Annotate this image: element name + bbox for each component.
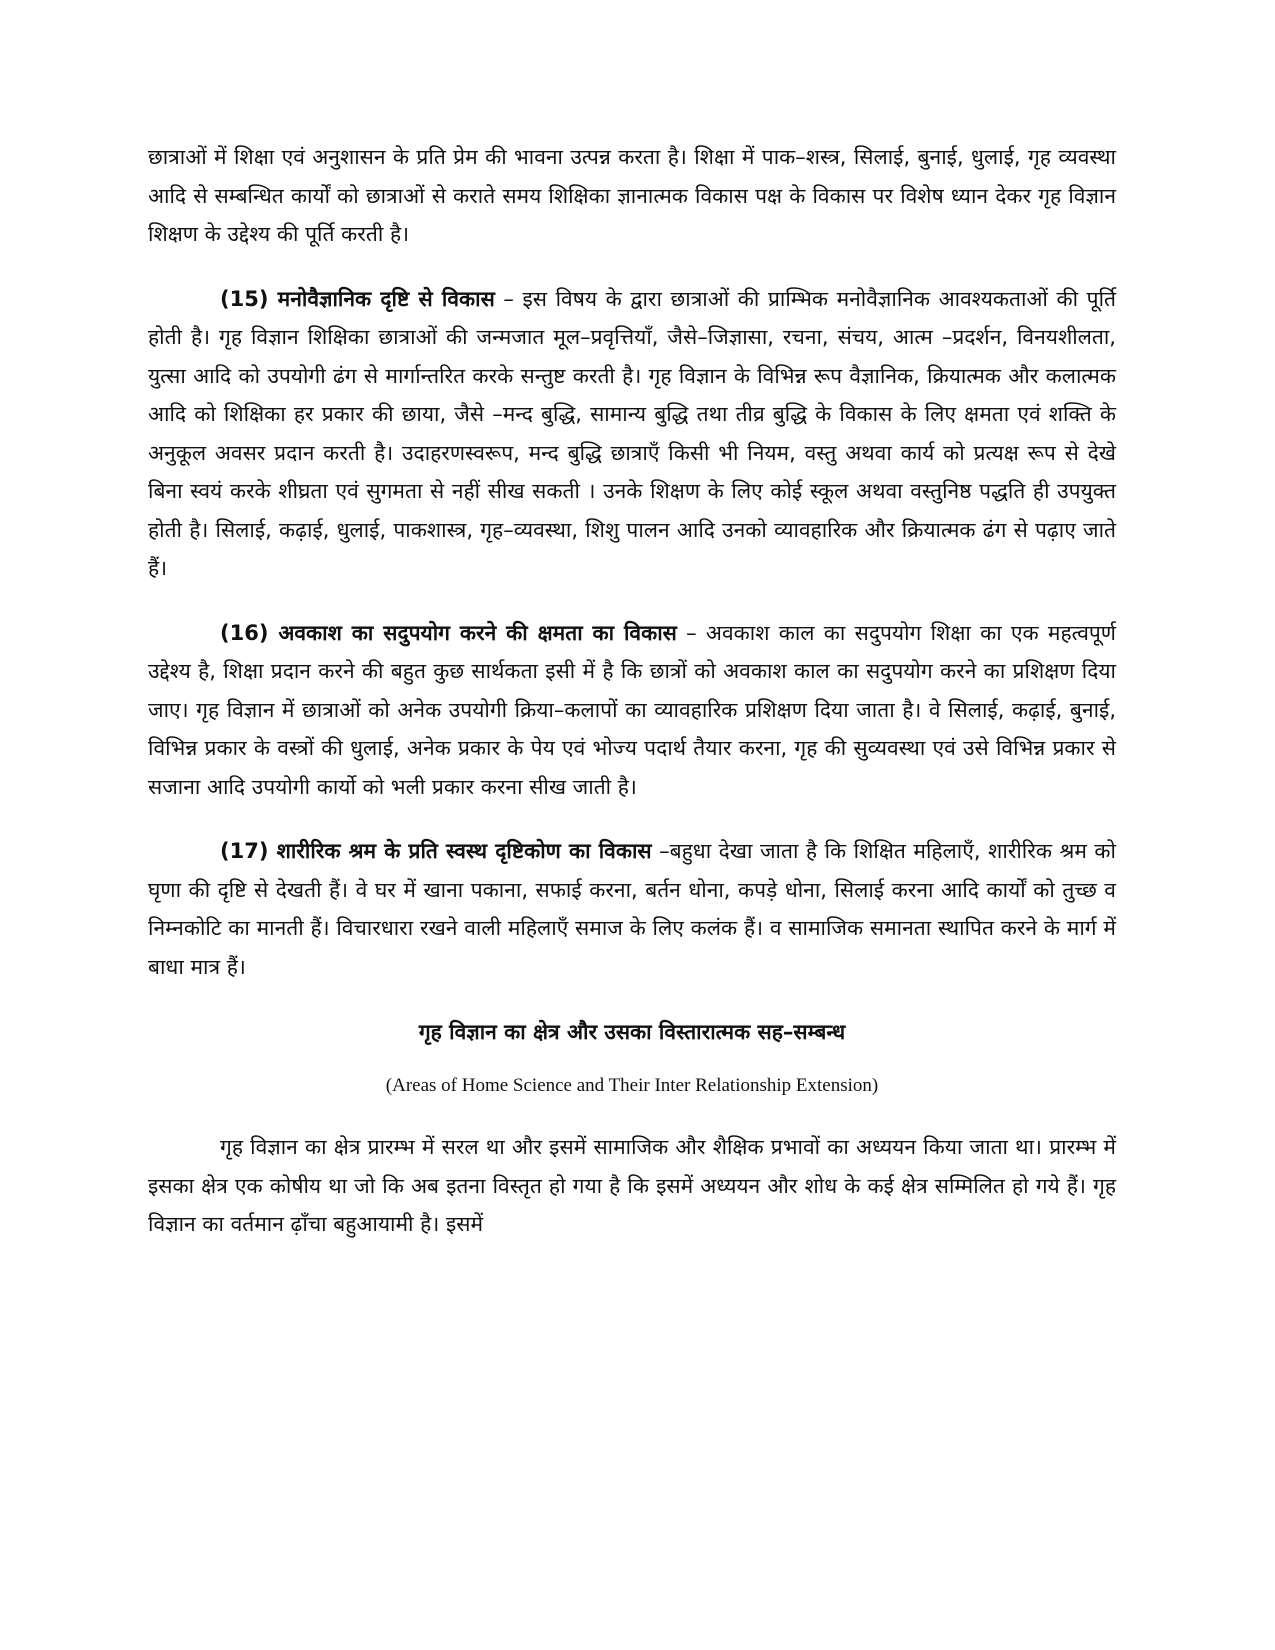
paragraph-intro (148, 138, 1116, 254)
paragraph-15-text: – इस विषय के द्वारा छात्राओं की प्राम्भिक मनोवैज्ञानिक आवश्यकताओं की पूर्ति होती है। गृह विज्ञान शिक्षिका छात्राओं की जन्मजात मूल–प्रवृत्तियाँ, जैसे–जिज्ञासा, रचना, संचय, आत्म –प्रदर्शन, विनयशीलता, युत्सा आदि को उपयोगी ढंग से मार्गान्तरित करके सन्तुष्ट करती है। गृह विज्ञान के विभिन्न रूप वैज्ञानिक, क्रियात्मक और कलात्मक आदि को शिक्षिका हर प्रकार की छाया, जैसे –मन्द बुद्धि, सामान्य बुद्धि तथा तीव्र बुद्धि के विकास के लिए क्षमता एवं शक्ति के अनुकूल अवसर प्रदान करती है। उदाहरणस्वरूप, मन्द बुद्धि छात्राएँ किसी भी नियम, वस्तु अथवा कार्य को प्रत्यक्ष रूप से देखे बिना स्वयं करके शीघ्रता एवं सुगमता से नहीं सीख सकती । उनके शिक्षण के लिए कोई स्कूल अथवा वस्तुनिष्ठ पद्धति ही उपयुक्त होती है। सिलाई, कढ़ाई, धुलाई, पाकशास्त्र, गृह–व्यवस्था, शिशु पालन आदि उनको व्यावहारिक और क्रियात्मक ढंग से पढ़ाए जाते हैं। (148, 286, 1117, 580)
section-subheading: (Areas of Home Science and Their Inter Relationship Extension) (385, 1075, 879, 1096)
paragraph-17 (148, 832, 1116, 986)
paragraph-16 (148, 614, 1116, 807)
paragraph-16-heading: (16) अवकाश का सदुपयोग करने की क्षमता का विकास (220, 620, 677, 645)
paragraph-areas (148, 1128, 1116, 1244)
paragraph-16-text: – अवकाश काल का सदुपयोग शिक्षा का एक महत्वपूर्ण उद्देश्य है, शिक्षा प्रदान करने की बहुत कुछ सार्थकता इसी में है कि छात्रों को अवकाश काल का सदुपयोग करने का प्रशिक्षण दिया जाए। गृह विज्ञान में छात्राओं को अनेक उपयोगी क्रिया–कलापों का व्यावहारिक प्रशिक्षण दिया जाता है। वे सिलाई, कढ़ाई, बुनाई, विभिन्न प्रकार के वस्त्रों की धुलाई, अनेक प्रकार के पेय एवं भोज्य पदार्थ तैयार करना, गृह की सुव्यवस्था एवं उसे विभिन्न प्रकार से सजाना आदि उपयोगी कार्यो को भली प्रकार करना सीख जाती है। (148, 620, 1116, 799)
paragraph-17-text: –बहुधा देखा जाता है कि शिक्षित महिलाएँ, शारीरिक श्रम को घृणा की दृष्टि से देखती हैं। वे घर में खाना पकाना, सफाई करना, बर्तन धोना, कपड़े धोना, सिलाई करना आदि कार्यों को तुच्छ व निम्नकोटि का मानती हैं। विचारधारा रखने वाली महिलाएँ समाज के लिए कलंक हैं। व सामाजिक समानता स्थापित करने के मार्ग में बाधा मात्र हैं। (148, 839, 1116, 979)
paragraph-15 (148, 280, 1116, 588)
paragraph-17-heading: (17) शारीरिक श्रम के प्रति स्वस्थ दृष्टिकोण का विकास (220, 839, 652, 863)
section-heading: गृह विज्ञान का क्षेत्र और उसका विस्तारात्मक सह–सम्बन्ध (418, 1020, 846, 1044)
paragraph-intro-text: छात्राओं में शिक्षा एवं अनुशासन के प्रति प्रेम की भावना उत्पन्न करता है। शिक्षा में पाक–शस्त्र, सिलाई, बुनाई, धुलाई, गृह व्यवस्था आदि से सम्बन्धित कार्यों को छात्राओं से कराते समय शिक्षिका ज्ञानात्मक विकास पक्ष के विकास पर विशेष ध्यान देकर गृह विज्ञान शिक्षण के उद्देश्य की पूर्ति करती है। (148, 145, 1116, 246)
paragraph-15-heading: (15) मनोवैज्ञानिक दृष्टि से विकास (220, 286, 495, 311)
document-page (148, 138, 1116, 1244)
paragraph-areas-text: गृह विज्ञान का क्षेत्र प्रारम्भ में सरल था और इसमें सामाजिक और शैक्षिक प्रभावों का अध्ययन किया जाता था। प्रारम्भ में इसका क्षेत्र एक कोषीय था जो कि अब इतना विस्तृत हो गया है कि इसमें अध्ययन और शोध के कई क्षेत्र सम्मिलित हो गये हैं। गृह विज्ञान का वर्तमान ढ़ाँचा बहुआयामी है। इसमें (148, 1135, 1116, 1236)
